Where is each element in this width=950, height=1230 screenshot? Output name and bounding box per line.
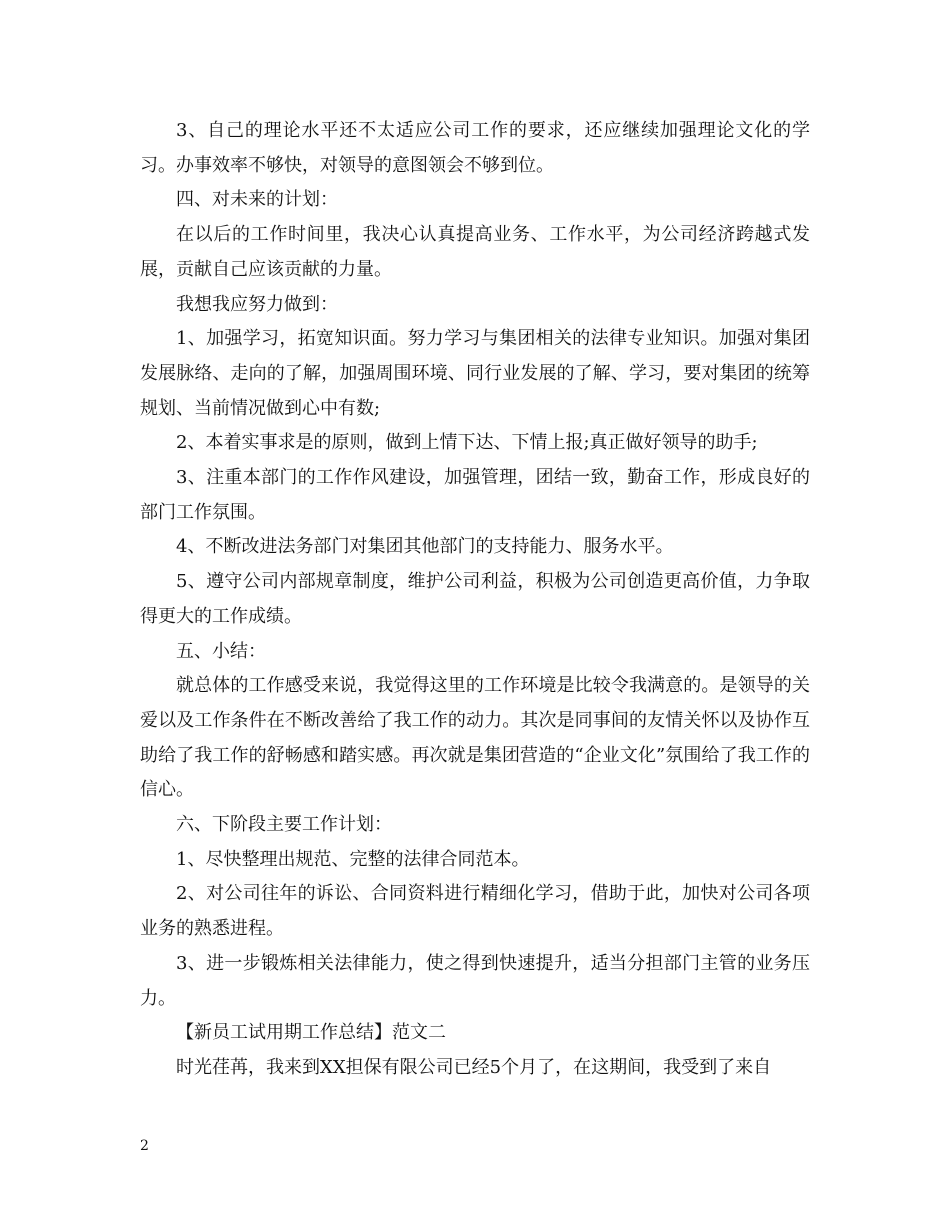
paragraph-goal-1: 1、加强学习，拓宽知识面。努力学习与集团相关的法律专业知识。加强对集团发展脉络、走向的了解，加强周围环境、同行业发展的了解、学习，要对集团的统筹规划、当前情况做到心中有数; <box>140 328 810 419</box>
paragraph-goal-2: 2、本着实事求是的原则，做到上情下达、下情上报;真正做好领导的助手; <box>176 432 758 454</box>
paragraph-goal-3: 3、注重本部门的工作作风建设，加强管理，团结一致，勤奋工作，形成良好的部门工作氛围。 <box>140 467 810 523</box>
heading-future-plan: 四、对未来的计划： <box>176 189 338 211</box>
page-number: 2 <box>140 1138 149 1154</box>
heading-next-stage-plan: 六、下阶段主要工作计划： <box>176 814 392 836</box>
paragraph-plan-1: 1、尽快整理出规范、完整的法律合同范本。 <box>176 848 530 870</box>
paragraph-plan-3: 3、进一步锻炼相关法律能力，使之得到快速提升，适当分担部门主管的业务压力。 <box>140 952 810 1009</box>
paragraph-plan-2: 2、对公司往年的诉讼、合同资料进行精细化学习，借助于此，加快对公司各项业务的熟悉进程。 <box>140 883 810 940</box>
paragraph-goal-5: 5、遵守公司内部规章制度，维护公司利益，积极为公司创造更高价值，力争取得更大的工作成绩。 <box>140 571 810 627</box>
heading-sample-two: 【新员工试用期工作总结】范文二 <box>176 1022 446 1044</box>
paragraph-summary: 就总体的工作感受来说，我觉得这里的工作环境是比较令我满意的。是领导的关爱以及工作条件在不断改善给了我工作的动力。其次是同事间的友情关怀以及协作互助给了我工作的舒畅感和踏实感。再次就是集团营造的“企业文化”氛围给了我工作的信心。 <box>140 675 810 801</box>
paragraph-future-intro: 在以后的工作时间里，我决心认真提高业务、工作水平，为公司经济跨越式发展，贡献自己应该贡献的力量。 <box>140 224 810 280</box>
paragraph-goals-intro: 我想我应努力做到： <box>176 293 338 315</box>
paragraph-weakness-3: 3、自己的理论水平还不太适应公司工作的要求，还应继续加强理论文化的学习。办事效率不够快，对领导的意图领会不够到位。 <box>140 120 810 176</box>
heading-summary: 五、小结： <box>176 640 266 662</box>
paragraph-sample-two-start: 时光荏苒，我来到XX担保有限公司已经5个月了，在这期间，我受到了来自 <box>176 1056 772 1078</box>
document-body <box>140 114 810 1086</box>
paragraph-goal-4: 4、不断改进法务部门对集团其他部门的支持能力、服务水平。 <box>176 536 674 558</box>
